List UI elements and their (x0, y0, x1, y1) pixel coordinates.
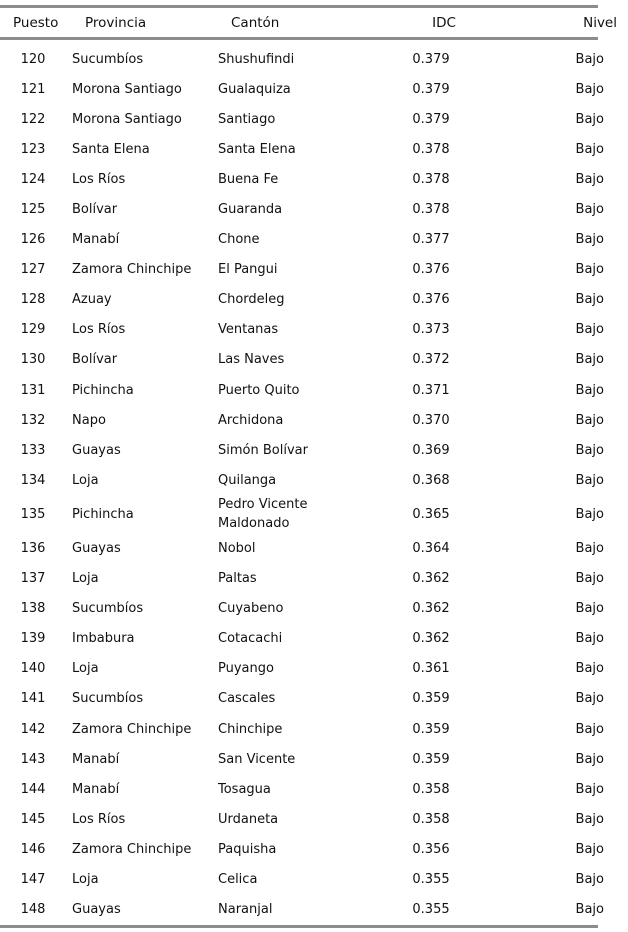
cell-provincia: Santa Elena (72, 141, 150, 157)
cell-canton-text: Pedro Vicente Maldonado (218, 497, 308, 532)
cell-canton: Gualaquiza (218, 81, 291, 97)
table-row (0, 624, 628, 654)
table-row (0, 564, 628, 594)
cell-puesto: 132 (20, 412, 46, 428)
cell-puesto: 125 (20, 202, 46, 218)
header-canton: Cantón (231, 14, 280, 31)
cell-canton: Ventanas (218, 322, 279, 338)
cell-canton: Cuyabeno (218, 601, 284, 617)
cell-idc: 0.378 (412, 171, 450, 187)
cell-provincia: Sucumbíos (72, 691, 144, 707)
cell-idc: 0.355 (412, 871, 450, 887)
cell-canton: Celica (218, 871, 258, 887)
header-nivel: Nivel (583, 14, 617, 31)
cell-puesto: 134 (20, 472, 46, 488)
cell-provincia: Imbabura (72, 631, 135, 647)
cell-canton: Quilanga (218, 472, 277, 488)
cell-puesto: 140 (20, 661, 46, 677)
cell-idc: 0.364 (412, 540, 450, 556)
cell-provincia: Pichincha (72, 382, 134, 398)
cell-idc: 0.361 (412, 661, 450, 677)
cell-provincia: Sucumbíos (72, 51, 144, 67)
cell-puesto: 138 (20, 601, 46, 617)
cell-idc: 0.377 (412, 232, 450, 248)
cell-idc: 0.369 (412, 442, 450, 458)
cell-puesto: 122 (20, 111, 46, 127)
cell-idc: 0.368 (412, 472, 450, 488)
ranking-table-body (0, 40, 628, 925)
cell-puesto: 123 (20, 141, 46, 157)
cell-nivel: Bajo (575, 232, 604, 248)
table-row (0, 684, 628, 714)
cell-provincia: Loja (72, 871, 99, 887)
cell-nivel: Bajo (575, 412, 604, 428)
cell-idc: 0.359 (412, 691, 450, 707)
cell-nivel: Bajo (575, 540, 604, 556)
cell-nivel: Bajo (575, 202, 604, 218)
cell-puesto: 120 (20, 51, 46, 67)
header-idc: IDC (432, 14, 456, 31)
table-row (0, 435, 628, 465)
cell-canton: Naranjal (218, 902, 273, 918)
table-row (0, 714, 628, 744)
cell-canton: Puyango (218, 661, 274, 677)
cell-provincia: Manabí (72, 781, 120, 797)
ranking-table (0, 8, 628, 37)
cell-idc: 0.378 (412, 202, 450, 218)
cell-provincia: Zamora Chinchipe (72, 262, 192, 278)
table-row (0, 774, 628, 804)
table-body (0, 40, 628, 925)
cell-idc: 0.371 (412, 382, 450, 398)
cell-nivel: Bajo (575, 601, 604, 617)
cell-canton: Cotacachi (218, 631, 283, 647)
header-row (0, 8, 628, 37)
cell-provincia: Guayas (72, 540, 121, 556)
cell-idc: 0.379 (412, 51, 450, 67)
cell-idc: 0.376 (412, 262, 450, 278)
cell-provincia: Bolívar (72, 202, 118, 218)
table-row (0, 405, 628, 435)
cell-idc: 0.370 (412, 412, 450, 428)
cell-puesto: 145 (20, 811, 46, 827)
cell-canton: El Pangui (218, 262, 278, 278)
cell-puesto: 135 (20, 506, 46, 522)
cell-provincia: Los Ríos (72, 171, 126, 187)
table-row (0, 164, 628, 194)
cell-canton: Chordeleg (218, 292, 285, 308)
cell-provincia: Loja (72, 661, 99, 677)
cell-puesto: 147 (20, 871, 46, 887)
cell-canton: Cascales (218, 691, 276, 707)
cell-nivel: Bajo (575, 631, 604, 647)
cell-canton (218, 495, 366, 533)
cell-nivel: Bajo (575, 871, 604, 887)
cell-nivel: Bajo (575, 721, 604, 737)
cell-canton: Guaranda (218, 202, 283, 218)
table-row (0, 834, 628, 864)
cell-provincia: Guayas (72, 442, 121, 458)
table-row (0, 345, 628, 375)
cell-canton: Buena Fe (218, 171, 279, 187)
cell-provincia: Los Ríos (72, 322, 126, 338)
table-row (0, 225, 628, 255)
cell-nivel: Bajo (575, 262, 604, 278)
table-row (0, 104, 628, 134)
cell-nivel: Bajo (575, 51, 604, 67)
cell-nivel: Bajo (575, 691, 604, 707)
table-row (0, 804, 628, 834)
cell-puesto: 139 (20, 631, 46, 647)
cell-provincia: Los Ríos (72, 811, 126, 827)
cell-provincia: Manabí (72, 232, 120, 248)
cell-nivel: Bajo (575, 751, 604, 767)
cell-provincia: Morona Santiago (72, 81, 182, 97)
cell-provincia: Napo (72, 412, 106, 428)
cell-canton: Paltas (218, 571, 257, 587)
table-row (0, 864, 628, 894)
table-row (0, 495, 628, 533)
cell-idc: 0.356 (412, 841, 450, 857)
cell-nivel: Bajo (575, 322, 604, 338)
cell-nivel: Bajo (575, 171, 604, 187)
table-row (0, 40, 628, 74)
cell-puesto: 124 (20, 171, 46, 187)
cell-nivel: Bajo (575, 111, 604, 127)
cell-puesto: 133 (20, 442, 46, 458)
cell-nivel: Bajo (575, 382, 604, 398)
table-row (0, 375, 628, 405)
cell-puesto: 127 (20, 262, 46, 278)
cell-puesto: 146 (20, 841, 46, 857)
cell-idc: 0.373 (412, 322, 450, 338)
cell-canton: Puerto Quito (218, 382, 300, 398)
table-row (0, 465, 628, 495)
table-row (0, 285, 628, 315)
cell-provincia: Azuay (72, 292, 112, 308)
header-provincia: Provincia (85, 14, 147, 31)
table-row (0, 134, 628, 164)
table-row (0, 594, 628, 624)
table-row (0, 74, 628, 104)
cell-puesto: 136 (20, 540, 46, 556)
cell-nivel: Bajo (575, 472, 604, 488)
cell-puesto: 128 (20, 292, 46, 308)
cell-idc: 0.379 (412, 111, 450, 127)
table-row (0, 315, 628, 345)
cell-provincia: Sucumbíos (72, 601, 144, 617)
cell-provincia: Guayas (72, 902, 121, 918)
cell-provincia: Loja (72, 571, 99, 587)
cell-nivel: Bajo (575, 571, 604, 587)
cell-puesto: 142 (20, 721, 46, 737)
cell-nivel: Bajo (575, 902, 604, 918)
cell-provincia: Zamora Chinchipe (72, 721, 192, 737)
cell-puesto: 137 (20, 571, 46, 587)
bottom-rule (0, 925, 598, 928)
cell-canton: Chinchipe (218, 721, 283, 737)
cell-canton: Nobol (218, 540, 256, 556)
cell-canton: Chone (218, 232, 260, 248)
cell-canton: Shushufindi (218, 51, 295, 67)
cell-canton: Las Naves (218, 352, 285, 368)
cell-provincia: Morona Santiago (72, 111, 182, 127)
cell-idc: 0.355 (412, 902, 450, 918)
table-row (0, 255, 628, 285)
table-row (0, 194, 628, 224)
cell-puesto: 126 (20, 232, 46, 248)
ranking-table-container (0, 5, 617, 928)
cell-nivel: Bajo (575, 811, 604, 827)
cell-nivel: Bajo (575, 661, 604, 677)
cell-nivel: Bajo (575, 292, 604, 308)
cell-puesto: 129 (20, 322, 46, 338)
table-row (0, 654, 628, 684)
cell-provincia: Zamora Chinchipe (72, 841, 192, 857)
cell-idc: 0.378 (412, 141, 450, 157)
cell-nivel: Bajo (575, 506, 604, 522)
table-row (0, 895, 628, 925)
table-row (0, 533, 628, 563)
cell-nivel: Bajo (575, 841, 604, 857)
cell-idc: 0.379 (412, 81, 450, 97)
cell-puesto: 130 (20, 352, 46, 368)
cell-nivel: Bajo (575, 442, 604, 458)
cell-provincia: Bolívar (72, 352, 118, 368)
cell-idc: 0.362 (412, 601, 450, 617)
cell-provincia: Pichincha (72, 506, 134, 522)
cell-nivel: Bajo (575, 781, 604, 797)
cell-idc: 0.365 (412, 506, 450, 522)
cell-idc: 0.362 (412, 631, 450, 647)
cell-canton: Urdaneta (218, 811, 279, 827)
cell-nivel: Bajo (575, 141, 604, 157)
table-header (0, 8, 628, 37)
cell-canton: Archidona (218, 412, 284, 428)
cell-provincia: Manabí (72, 751, 120, 767)
cell-idc: 0.362 (412, 571, 450, 587)
cell-puesto: 143 (20, 751, 46, 767)
cell-idc: 0.359 (412, 751, 450, 767)
cell-canton: Paquisha (218, 841, 277, 857)
cell-puesto: 144 (20, 781, 46, 797)
table-row (0, 744, 628, 774)
cell-nivel: Bajo (575, 81, 604, 97)
cell-provincia: Loja (72, 472, 99, 488)
cell-canton: Santiago (218, 111, 276, 127)
cell-puesto: 121 (20, 81, 46, 97)
cell-canton: San Vicente (218, 751, 296, 767)
cell-idc: 0.359 (412, 721, 450, 737)
cell-canton: Tosagua (218, 781, 271, 797)
cell-puesto: 131 (20, 382, 46, 398)
cell-idc: 0.372 (412, 352, 450, 368)
cell-nivel: Bajo (575, 352, 604, 368)
cell-puesto: 141 (20, 691, 46, 707)
cell-canton: Simón Bolívar (218, 442, 308, 458)
cell-canton: Santa Elena (218, 141, 296, 157)
cell-idc: 0.358 (412, 781, 450, 797)
header-puesto: Puesto (13, 14, 59, 31)
cell-idc: 0.376 (412, 292, 450, 308)
cell-puesto: 148 (20, 902, 46, 918)
cell-idc: 0.358 (412, 811, 450, 827)
